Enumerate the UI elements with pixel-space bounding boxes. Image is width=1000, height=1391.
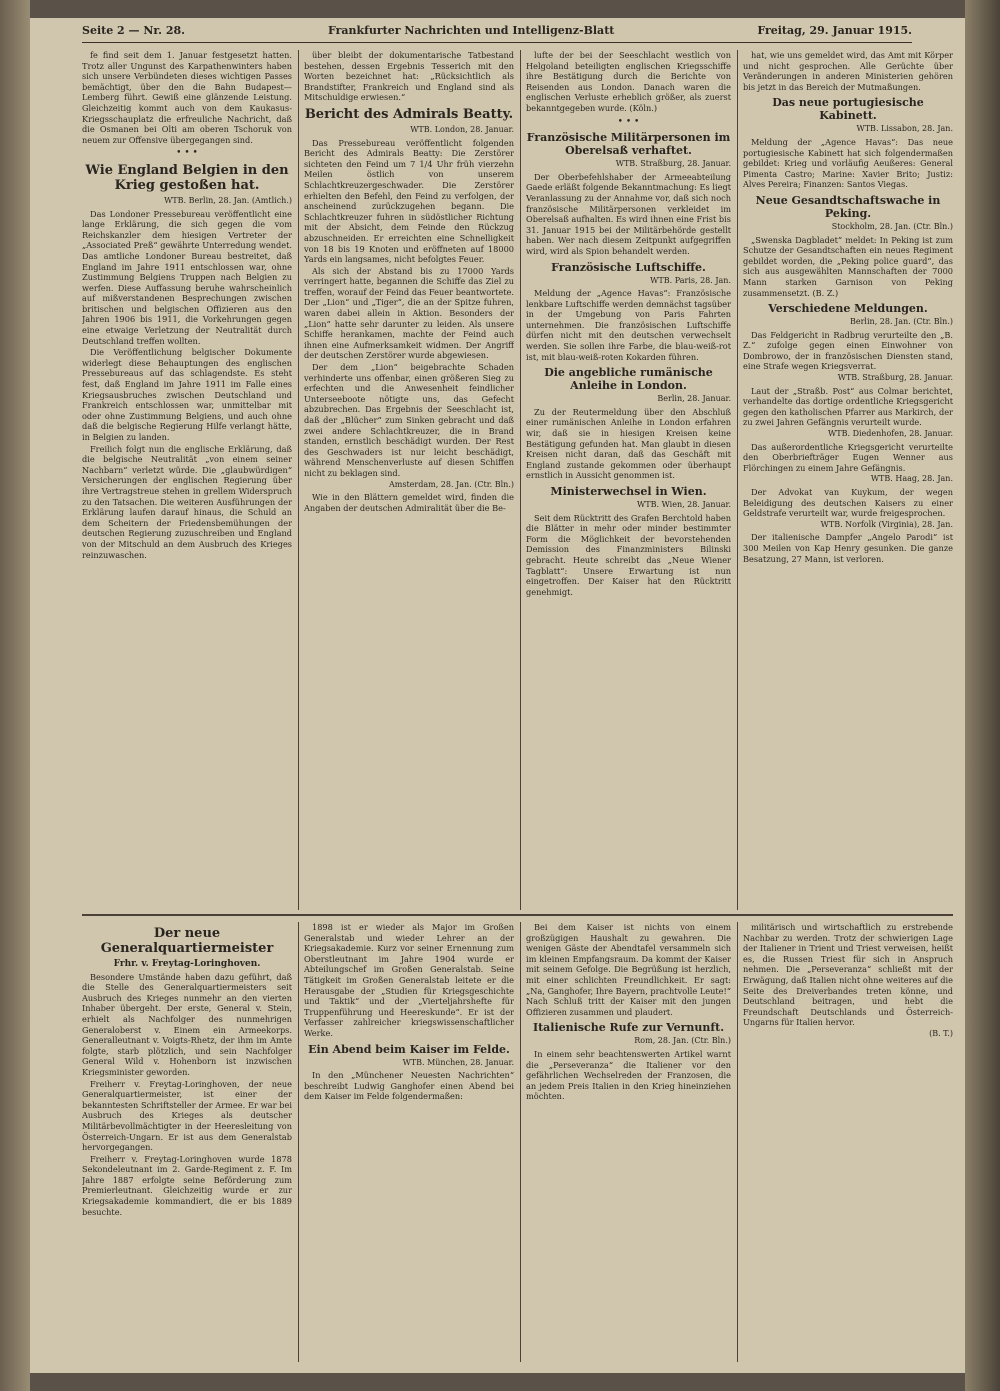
dateline: Berlin, 28. Januar. [657,394,731,404]
col3-intro: lufte der bei der Seeschlacht westlich von Helgoland beteiligten englischen Kriegsschiffe ihre Bestätigung durch die Berichte von Reisenden aus London. Danach waren die englischen Verluste erheblich größer, als zuerst bekanntgegeben wurde. (Köln.) [526,50,731,113]
headline-abend-kaiser: Ein Abend beim Kaiser im Felde. [308,1042,510,1056]
headline-militaerpersonen: Französische Militärpersonen im Oberelsaß verhaftet. [526,131,731,158]
paragraph: Das Feldgericht in Radbrug verurteilte den „B. Z.“ zufolge gegen einen Einwohner von Dombrowo, der in französischen Diensten stand, eine Strafe wegen Kriegsverrat. [743,329,953,372]
headline-generalquartiermeister: Der neue Generalquartiermeister [100,926,274,956]
headline-luftschiffe: Französische Luftschiffe. [551,260,706,274]
binding-edge [0,0,30,1391]
paragraph: Der Advokat van Kuykum, der wegen Beleidigung des deutschen Kaisers zu einer Geldstrafe verurteilt war, wurde freigesprochen. [743,487,953,519]
paragraph: Das außerordentliche Kriegsgericht verurteilte den Oberbriefträger Eugen Wenner aus Flörchingen zu einem Jahre Gefängnis. [743,441,953,473]
signature: (B. T.) [929,1028,953,1038]
dateline: Amsterdam, 28. Jan. (Ctr. Bln.) [388,479,514,489]
dateline: WTB. Lissabon, 28. Jan. [856,124,953,134]
dateline: WTB. Straßburg, 28. Januar. [837,373,953,383]
headline-peking: Neue Gesandtschaftswache in Peking. [755,193,941,220]
paragraph: militärisch und wirtschaftlich zu erstrebende Nachbar zu werden. Trotz der schwierigen Lage der Italiener in Trient und Triest verweisen, heißt es, die Russen Triest für sich in Anspruch nehmen. Die „Perseveranza“ schließt mit der Erwägung, daß Italien nicht ohne weiteres auf die Seite des Dreiverbandes treten könne, und Deutschland beitragen, und hebt die Freundschaft Deutschlands und Österreich-Ungarns für Italien hervor. [743,922,953,1028]
paragraph: Seit dem Rücktritt des Grafen Berchtold haben die Blätter in mehr oder minder bestimmter Form die Möglichkeit der bevorstehenden Demission des Finanzministers Bilinski gebracht. Heute schreibt das „Neue Wiener Tagblatt“: Unsere Erwartung ist nun eingetroffen. Der Kaiser hat den Rücktritt genehmigt. [526,512,731,597]
dateline: WTB. Norfolk (Virginia), 28. Jan. [820,519,953,529]
column-3 [526,50,731,910]
paragraph: Besondere Umstände haben dazu geführt, daß die Stelle des Generalquartiermeisters seit Ausbruch des Krieges nunmehr an den vierten Inhaber übergeht. Der erste, General v. Stein, erhielt als Nachfolger des nunmehrigen Generaloberst v. Einem ein Armeekorps. Generalleutnant v. Voigts-Rhetz, der ihm im Amte folgte, starb plötzlich, und sein Nachfolger General Wild v. Hohenborn ist inzwischen Kriegsminister geworden. [82,971,292,1077]
col2-intro: über bleibt der dokumentarische Tatbestand bestehen, dessen Ergebnis Tesserich mit den Worten bezeichnet hat: „Rücksichtlich als Brandstifter, Frankreich und England sind als Mitschuldige erwiesen.“ [304,50,514,103]
col1-intro: fe find seit dem 1. Januar festgesetzt hatten. Trotz aller Ungunst des Karpathenwinters haben sich unsere Verbündeten dieses wichtigen Passes bemächtigt, über den die Bahn Budapest—Lemberg führt. Gewiß eine glänzende Leistung. Gleichzeitig kommt auch von dem Kaukasus-Kriegsschauplatz die erfreuliche Nachricht, daß die Osmanen bei Olti am oberen Tschoruk von neuem zur Offensive übergegangen sind. [82,50,292,145]
dateline: WTB. Diedenhofen, 28. Januar. [828,429,953,439]
column-2 [304,50,514,910]
paragraph: Der dem „Lion“ beigebrachte Schaden verhinderte uns offenbar, einen größeren Sieg zu erfechten und die Anwesenheit feindlicher Unterseeboote nötigte uns, das Gefecht abzubrechen. Das Ergebnis der Seeschlacht ist, daß der „Blücher“ zum Sinken gebracht und daß zwei andere Schlachtkreuzer, die in Brand standen, ernstlich beschädigt wurden. Der Rest des Geschwaders ist nur leicht beschädigt, während Menschenverluste auf diesen Schiffen nicht zu beklagen sind. [304,362,514,478]
dateline: WTB. London, 28. Januar. [410,124,514,134]
headline-meldungen: Verschiedene Meldungen. [768,302,928,316]
paragraph: Der italienische Dampfer „Angelo Parodi“ ist 300 Meilen von Kap Henry gesunken. Die ganze Besatzung, 27 Mann, ist verloren. [743,532,953,564]
paragraph: Der Oberbefehlshaber der Armeeabteilung Gaede erläßt folgende Bekanntmachung: Es liegt Veranlassung zu der Annahme vor, daß sich noch französische Militärpersonen verkleidet im Oberelsaß aufhalten. Es wird ihnen eine Frist bis 31. Januar 1915 bei der Militärbehörde gestellt haben. Wer nach diesem Zeitpunkt aufgegriffen wird, wird als Spion behandelt werden. [526,171,731,256]
dateline: WTB. Paris, 28. Jan. [650,275,731,285]
bottom-column-2 [304,922,514,1362]
right-page-edge [965,0,1000,1391]
dateline: WTB. Haag, 28. Jan. [870,474,953,484]
dateline: Berlin, 28. Jan. (Ctr. Bln.) [849,317,953,327]
paragraph: Laut der „Straßb. Post“ aus Colmar berichtet, verhandelte das dortige ordentliche Kriegsgericht gegen den katholischen Pfarrer aus Markirch, der zu zwei Jahren Gefängnis verurteilt wurde. [743,385,953,428]
column-rule [298,922,299,1362]
paragraph: Wie in den Blättern gemeldet wird, finden die Angaben der deutschen Admiralität über die Be- [304,492,514,513]
headline-beatty: Bericht des Admirals Beatty. [304,106,514,122]
bottom-column-4 [743,922,953,1362]
paragraph: Freiherr v. Freytag-Loringhoven wurde 1878 Sekondeleutnant im 2. Garde-Regiment z. F. Im Jahre 1887 erfolgte seine Beförderung zum Premierleutnant. Gleichzeitig wurde er zur Kriegsakademie kommandiert, die er bis 1889 besuchte. [82,1153,292,1217]
column-rule [520,922,521,1362]
subheadline: Frhr. v. Freytag-Loringhoven. [113,959,261,969]
paragraph: Die Veröffentlichung belgischer Dokumente widerlegt diese Behauptungen des englischen Pressebureaus auf das schlagendste. Es steht fest, daß England im Jahre 1911 im Falle eines Kriegsausbruches zwischen Deutschland und Frankreich entschlossen war, unmittelbar mit oder ohne Zustimmung Belgiens, und auch ohne daß die belgische Regierung Hilfe verlangt hätte, in Belgien zu landen. [82,347,292,442]
newspaper-title: Frankfurter Nachrichten und Intelligenz-Blatt [327,24,615,37]
headline-portugal: Das neue portugiesische Kabinett. [772,96,924,123]
paragraph: Meldung der „Agence Havas“: Das neue portugiesische Kabinett hat sich folgendermaßen gebildet: Krieg und vorläufig Aeußeres: General Pimenta Castro; Marine: Xavier Brito; Justiz: Alves Pereira; Finanzen: Santos Viegas. [743,136,953,190]
paragraph: Meldung der „Agence Havas“: Französische lenkbare Luftschiffe werden demnächst tagsüber in der Umgebung von Paris Fahrten unternehmen. Die französischen Luftschiffe dürfen nicht mit den deutschen verwechselt werden. Sie sollen ihre Farbe, die blau-weiß-rot ist, mit blau-weiß-roten Kokarden führen. [526,288,731,362]
paragraph: In einem sehr beachtenswerten Artikel warnt die „Perseveranza“ die Italiener vor den gefährlichen Wechselreden der Franzosen, die an jedem Preis Italien in den Krieg hineinziehen möchten. [526,1048,731,1102]
column-1 [82,50,292,910]
dateline: Stockholm, 28. Jan. (Ctr. Bln.) [831,221,953,231]
newspaper-page [30,18,965,1373]
headline-ministerwechsel: Ministerwechsel in Wien. [550,485,707,498]
issue-date: Freitag, 29. Januar 1915. [757,24,912,37]
col4-intro: hat, wie uns gemeldet wird, das Amt mit Körper und nicht gesprochen. Alle Gerüchte über Veränderungen in anderen Ministerien gehören bis jetzt in das Bereich der Mutmaßungen. [743,50,953,92]
separator: • • • [176,148,198,159]
dateline: Rom, 28. Jan. (Ctr. Bln.) [634,1036,731,1046]
headline-italienische-rufe: Italienische Rufe zur Vernunft. [532,1021,725,1035]
headline-rumaenische-anleihe: Die angebliche rumänische Anleihe in London. [544,366,713,393]
paragraph: Das Pressebureau veröffentlicht folgenden Bericht des Admirals Beatty: Die Zerstörer sichteten den Feind um 7 1/4 Uhr früh vierzehn Meilen östlich von unserem Schlachtkreuzergeschwader. Die Zerstörer erhielten den Befehl, den Feind zu verfolgen, der anscheinend zurückzugehen begann. Die Schlachtkreuzer fuhren in südöstlicher Richtung mit der Absicht, dem Feinde den Rückzug abzuschneiden. Er erreichten eine Schnelligkeit von 18 bis 19 Knoten und eröffneten auf 18000 Yards ein langsames, nicht befolgtes Feuer. [304,137,514,265]
page-number: Seite 2 — Nr. 28. [82,24,185,37]
column-rule [737,922,738,1362]
masthead [82,24,912,43]
paragraph: Freiherr v. Freytag-Loringhoven, der neue Generalquartiermeister, ist einer der bekanntesten Schriftsteller der Armee. Er war bei Ausbruch des Krieges als deutscher Militärbevollmächtigter in der Heeresleitung von Österreich-Ungarn. Er ist aus dem Generalstab hervorgegangen. [82,1078,292,1153]
paragraph: In den „Münchener Neuesten Nachrichten“ beschreibt Ludwig Ganghofer einen Abend bei dem Kaiser im Felde folgendermaßen: [304,1070,514,1102]
paragraph: Das Londoner Pressebureau veröffentlicht eine lange Erklärung, die sich gegen die vom Reichskanzler dem hiesigen Vertreter der „Associated Preß“ gewährte Unterredung wendet. Das amtliche Londoner Bureau bestreitet, daß England im Jahre 1911 entschlossen war, ohne Zustimmung Belgiens Truppen nach Belgien zu werfen. Diese Auffassung beruhe wahrscheinlich auf mißverstandenen Besprechungen zwischen britischen und belgischen Offizieren aus den Jahren 1906 bis 1911, die Vorkehrungen gegen eine etwaige Verletzung der Neutralität durch Deutschland treffen wollten. [82,208,292,346]
paragraph: Zu der Reutermeldung über den Abschluß einer rumänischen Anleihe in London erfahren wir, daß sie in hiesigen Kreisen keine Bestätigung gefunden hat. Man glaubt in diesen Kreisen nicht daran, daß das Geschäft mit England zustande gekommen oder überhaupt ernstlich in Aussicht genommen ist. [526,406,731,481]
bottom-column-3 [526,922,731,1362]
paragraph: „Swenska Dagbladet“ meldet: In Peking ist zum Schutze der Gesandtschaften ein neues Regiment gebildet worden, die „Peking police guard“, das sich aus ausgewählten Mannschaften der 7000 Mann starken Garnison von Peking zusammensetzt. (B. Z.) [743,234,953,298]
dateline: WTB. Berlin, 28. Jan. (Amtlich.) [164,195,292,205]
headline-england-belgien: Wie England Belgien in den Krieg gestoßen hat. [85,162,289,193]
column-4 [743,50,953,910]
paragraph: 1898 ist er wieder als Major im Großen Generalstab und wieder Lehrer an der Kriegsakademie. Kurz vor seiner Ernennung zum Oberstleutnant im Jahre 1904 wurde er Abteilungschef im Großen Generalstab. Seine Tätigkeit im Großen Generalstab leitete er die Herausgabe der „Studien für Kriegsgeschichte und Taktik“ und der „Vierteljahrshefte für Truppenführung und Heereskunde“. Er ist der Verfasser zahlreicher kriegswissenschaftlicher Werke. [304,922,514,1038]
paragraph: Als sich der Abstand bis zu 17000 Yards verringert hatte, begannen die Schiffe das Ziel zu treffen, worauf der Feind das Feuer beantwortete. Der „Lion“ und „Tiger“, die an der Spitze fuhren, waren dabei allein in Aktion. Besonders der „Lion“ hatte sehr darunter zu leiden. Als unsere Schiffe herankamen, machte der Feind auch ihnen eine Aufmerksamkeit widmen. Der Angriff der deutschen Zerstörer wurde abgewiesen. [304,265,514,361]
column-rule [298,50,299,910]
bottom-column-1 [82,922,292,1362]
separator: • • • [617,116,640,127]
section-rule [82,914,953,916]
dateline: WTB. Straßburg, 28. Januar. [615,159,731,169]
column-rule [520,50,521,910]
column-rule [737,50,738,910]
dateline: WTB. Wien, 28. Januar. [637,500,731,509]
dateline: WTB. München, 28. Januar. [402,1057,514,1067]
paragraph: Bei dem Kaiser ist nichts von einem großzügigen Haushalt zu gewahren. Die wenigen Gäste der Abendtafel versammeln sich im kleinen Empfangsraum. Da kommt der Kaiser mit seinem Gefolge. Die Begrüßung ist herzlich, mit einer schlichten Freundlichkeit. Er sagt: „Na, Ganghofer, Ihre Bayern, prachtvolle Leute!“ Nach Schluß tritt der Kaiser mit den jungen Offizieren zusammen und plaudert. [526,922,731,1017]
paragraph: Freilich folgt nun die englische Erklärung, daß die belgische Neutralität „von einem seiner Nachbarn“ verletzt würde. Die „glaubwürdigen“ Versicherungen der englischen Regierung über ihre Vertragstreue stehen in grellem Widerspruch zu den Tatsachen. Die weiteren Ausführungen der Erklärung laufen darauf hinaus, die Schuld an dem Scheitern der Friedensbemühungen der deutschen Regierung zuzuschreiben und England von der Mitschuld an dem Ausbruch des Krieges reinzuwaschen. [82,443,292,560]
